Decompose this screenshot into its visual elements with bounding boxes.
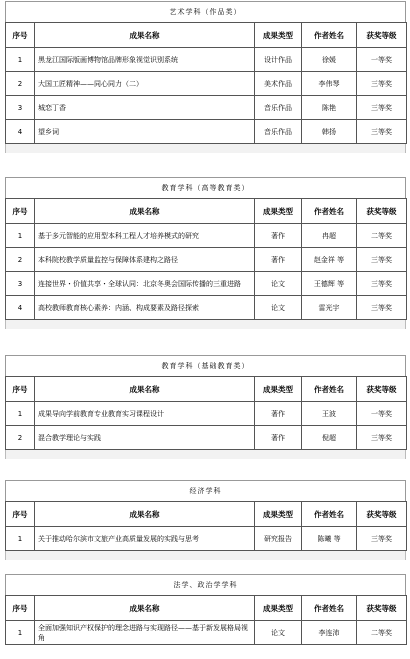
table-row: [6, 48, 407, 72]
header-index: 序号: [6, 377, 35, 402]
table-row: [6, 224, 407, 248]
header-award: 获奖等级: [357, 23, 407, 48]
header-title: 成果名称: [35, 377, 255, 402]
section-gap: [5, 320, 406, 329]
section-basic-education: [5, 355, 406, 459]
cell-author: 陈艳: [302, 96, 357, 120]
header-author: 作者姓名: [302, 199, 357, 224]
header-index: 序号: [6, 23, 35, 48]
award-table: [5, 198, 407, 320]
cell-type: 美术作品: [255, 72, 302, 96]
header-type: 成果类型: [255, 199, 302, 224]
cell-award: 三等奖: [357, 96, 407, 120]
cell-award: 一等奖: [357, 48, 407, 72]
table-row: [6, 96, 407, 120]
cell-author: 雷光宇: [302, 296, 357, 320]
header-award: 获奖等级: [357, 377, 407, 402]
header-award: 获奖等级: [357, 596, 407, 621]
header-author: 作者姓名: [302, 377, 357, 402]
header-type: 成果类型: [255, 23, 302, 48]
cell-award: 三等奖: [357, 248, 407, 272]
table-row: [6, 120, 407, 144]
table-header-row: [6, 199, 407, 224]
cell-title: 黑龙江国际版画博物馆品牌形象视觉识别系统: [35, 48, 255, 72]
cell-title: 全面加强知识产权保护的理念进路与实现路径——基于新发展格局视角: [35, 621, 255, 645]
table-header-row: [6, 377, 407, 402]
cell-type: 论文: [255, 272, 302, 296]
award-table: [5, 501, 407, 551]
section-law-politics: [5, 574, 406, 645]
cell-index: 1: [6, 621, 35, 645]
cell-author: 李伟琴: [302, 72, 357, 96]
table-header-row: [6, 502, 407, 527]
table-row: [6, 621, 407, 645]
section-caption: 艺术学科（作品类）: [5, 1, 406, 22]
cell-index: 3: [6, 96, 35, 120]
cell-award: 一等奖: [357, 402, 407, 426]
cell-award: 三等奖: [357, 527, 407, 551]
section-higher-education: [5, 177, 406, 329]
table-row: [6, 272, 407, 296]
section-caption: 法学、政治学学科: [5, 574, 406, 595]
cell-award: 三等奖: [357, 426, 407, 450]
cell-title: 本科院校教学质量监控与保障体系建构之路径: [35, 248, 255, 272]
table-row: [6, 248, 407, 272]
table-header-row: [6, 23, 407, 48]
cell-title: 成果导向学前教育专业教育实习课程设计: [35, 402, 255, 426]
section-gap: [5, 144, 406, 153]
cell-type: 论文: [255, 296, 302, 320]
cell-index: 2: [6, 248, 35, 272]
cell-type: 研究报告: [255, 527, 302, 551]
cell-index: 2: [6, 72, 35, 96]
header-author: 作者姓名: [302, 23, 357, 48]
cell-award: 二等奖: [357, 621, 407, 645]
cell-author: 赵金祥 等: [302, 248, 357, 272]
cell-author: 冉超: [302, 224, 357, 248]
table-row: [6, 296, 407, 320]
cell-type: 著作: [255, 402, 302, 426]
cell-award: 三等奖: [357, 296, 407, 320]
table-row: [6, 426, 407, 450]
header-index: 序号: [6, 502, 35, 527]
cell-index: 1: [6, 527, 35, 551]
cell-author: 李连沛: [302, 621, 357, 645]
cell-type: 著作: [255, 426, 302, 450]
award-table: [5, 376, 407, 450]
header-index: 序号: [6, 596, 35, 621]
cell-award: 三等奖: [357, 72, 407, 96]
cell-title: 连接世界・价值共享・全球认同：北京冬奥会国际传播的三重进路: [35, 272, 255, 296]
cell-author: 韩扬: [302, 120, 357, 144]
cell-type: 论文: [255, 621, 302, 645]
cell-type: 音乐作品: [255, 96, 302, 120]
award-table: [5, 22, 407, 144]
section-gap: [5, 551, 406, 560]
cell-title: 混合教学理论与实践: [35, 426, 255, 450]
cell-author: 陈曦 等: [302, 527, 357, 551]
cell-type: 音乐作品: [255, 120, 302, 144]
cell-author: 王德辉 等: [302, 272, 357, 296]
header-title: 成果名称: [35, 596, 255, 621]
cell-index: 1: [6, 402, 35, 426]
header-title: 成果名称: [35, 502, 255, 527]
cell-award: 三等奖: [357, 272, 407, 296]
cell-index: 3: [6, 272, 35, 296]
table-row: [6, 402, 407, 426]
header-type: 成果类型: [255, 596, 302, 621]
section-caption: 教育学科（基础教育类）: [5, 355, 406, 376]
cell-title: 高校教师教育核心素养：内涵、构成要素及路径探索: [35, 296, 255, 320]
cell-index: 1: [6, 48, 35, 72]
header-title: 成果名称: [35, 23, 255, 48]
cell-index: 2: [6, 426, 35, 450]
table-row: [6, 527, 407, 551]
cell-title: 基于多元智能的应用型本科工程人才培养模式的研究: [35, 224, 255, 248]
header-award: 获奖等级: [357, 199, 407, 224]
cell-author: 王波: [302, 402, 357, 426]
header-author: 作者姓名: [302, 502, 357, 527]
cell-index: 1: [6, 224, 35, 248]
cell-index: 4: [6, 120, 35, 144]
cell-author: 倪超: [302, 426, 357, 450]
cell-title: 大国工匠精神——同心同力（二）: [35, 72, 255, 96]
section-caption: 经济学科: [5, 480, 406, 501]
cell-title: 关于推动哈尔滨市文旅产业高质量发展的实践与思考: [35, 527, 255, 551]
cell-index: 4: [6, 296, 35, 320]
table-header-row: [6, 596, 407, 621]
cell-type: 著作: [255, 224, 302, 248]
header-award: 获奖等级: [357, 502, 407, 527]
table-row: [6, 72, 407, 96]
cell-author: 徐媛: [302, 48, 357, 72]
cell-title: 城恋丁香: [35, 96, 255, 120]
section-economics: [5, 480, 406, 560]
section-arts: [5, 1, 406, 153]
header-index: 序号: [6, 199, 35, 224]
cell-award: 三等奖: [357, 120, 407, 144]
cell-type: 设计作品: [255, 48, 302, 72]
section-gap: [5, 450, 406, 459]
header-title: 成果名称: [35, 199, 255, 224]
award-table: [5, 595, 407, 645]
header-type: 成果类型: [255, 377, 302, 402]
header-author: 作者姓名: [302, 596, 357, 621]
cell-title: 望乡词: [35, 120, 255, 144]
cell-award: 二等奖: [357, 224, 407, 248]
section-caption: 教育学科（高等教育类）: [5, 177, 406, 198]
header-type: 成果类型: [255, 502, 302, 527]
cell-type: 著作: [255, 248, 302, 272]
